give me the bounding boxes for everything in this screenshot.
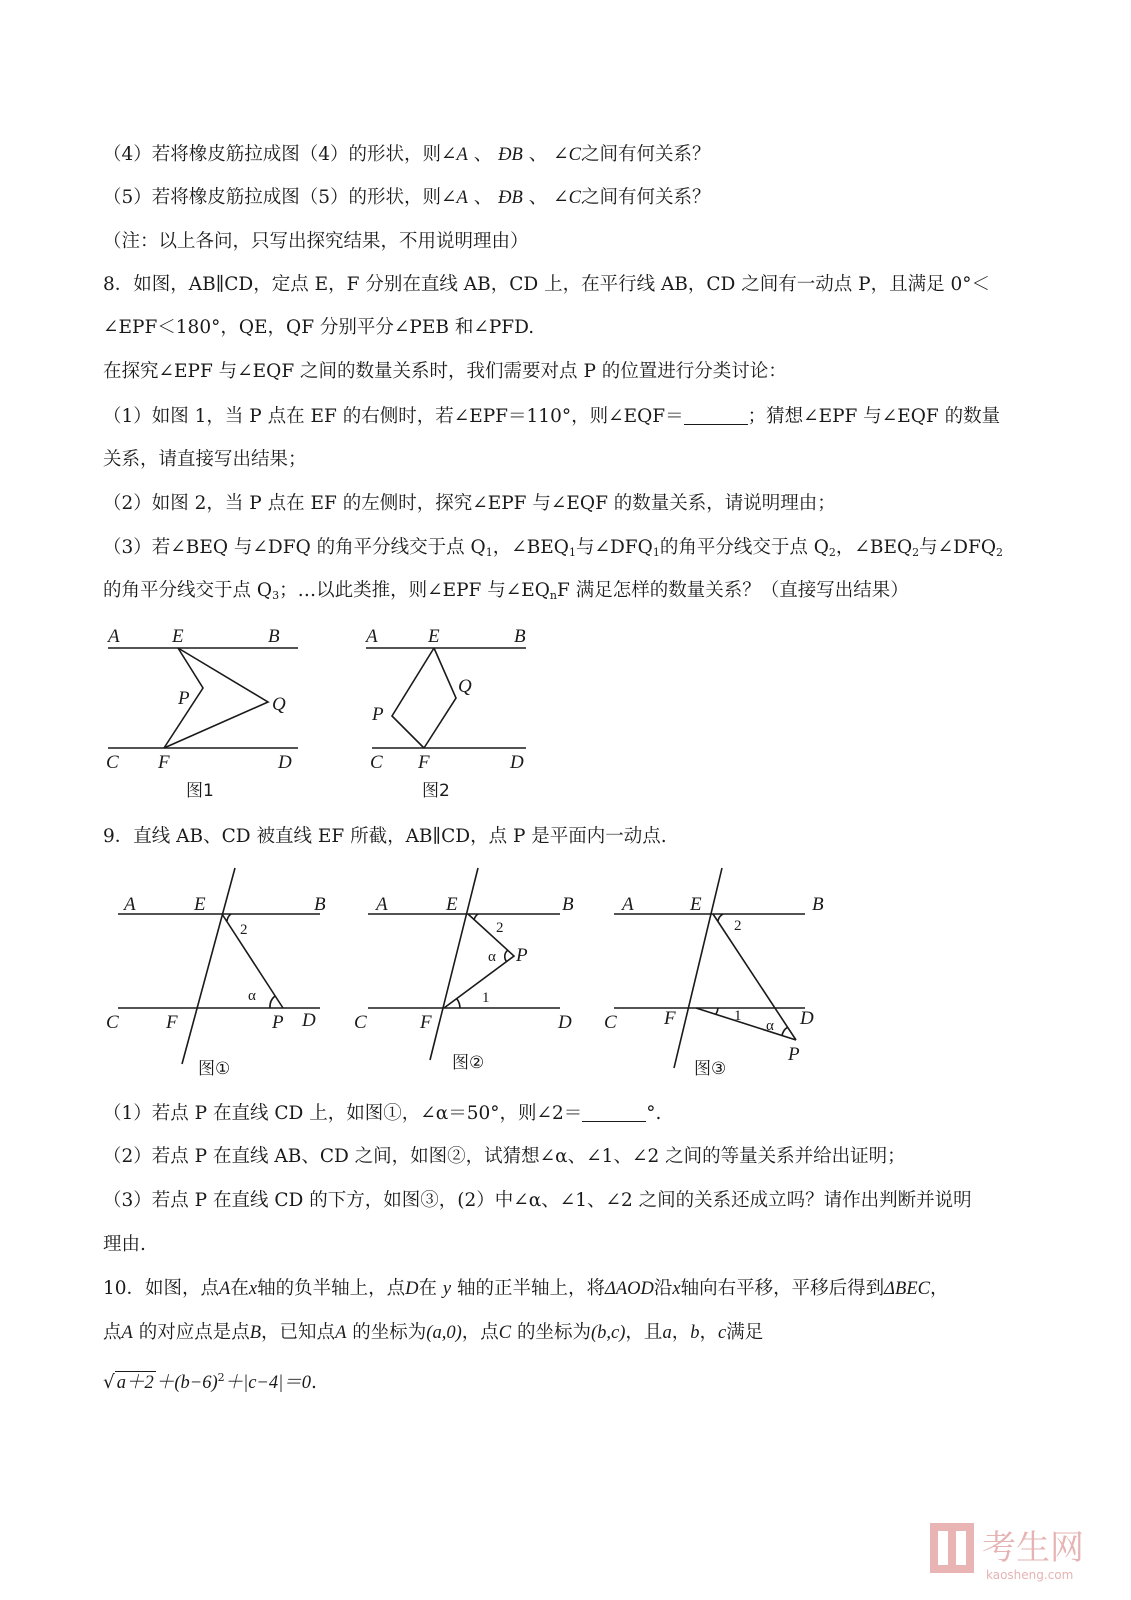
svg-text:B: B — [562, 894, 574, 915]
label-B: B — [514, 626, 526, 647]
svg-text:A: A — [124, 894, 136, 915]
q8-part2: （2）如图 2，当 P 点在 EF 的左侧时，探究∠EPF 与∠EQF 的数量关系，请说明理由； — [103, 493, 836, 514]
q7-part5: （5）若将橡皮筋拉成图（5）的形状，则∠A 、 ÐB 、 ∠C之间有何关系？ — [103, 187, 711, 208]
label-E: E — [172, 626, 184, 647]
label-Q: Q — [272, 694, 286, 715]
q9-figure-1 — [100, 868, 340, 1083]
q7-part4: （4）若将橡皮筋拉成图（4）的形状，则∠A 、 ÐB 、 ∠C之间有何关系？ — [103, 144, 711, 165]
q9-part3-cont: 理由. — [103, 1234, 146, 1255]
label-P: P — [178, 688, 190, 709]
label-F: F — [158, 752, 170, 773]
answer-blank — [582, 1103, 646, 1122]
logo-icon — [930, 1523, 974, 1573]
caption: 图1 — [186, 781, 214, 801]
label-D: D — [278, 752, 292, 773]
svg-text:1: 1 — [482, 990, 490, 1006]
label-P: P — [372, 704, 384, 725]
svg-text:D: D — [800, 1008, 814, 1029]
svg-text:F: F — [420, 1012, 432, 1033]
q10-line1: 10．如图，点A在x轴的负半轴上，点D在 y 轴的正半轴上，将ΔAOD沿x轴向右平移，平移后得到ΔBEC， — [103, 1278, 949, 1299]
svg-text:P: P — [788, 1044, 800, 1065]
q10-line2: 点A 的对应点是点B，已知点A 的坐标为(a,0)，点C 的坐标为(b,c)，且a，b，c满足 — [103, 1322, 764, 1343]
svg-text:α: α — [488, 949, 496, 965]
svg-text:考生网: 考生网 — [982, 1528, 1084, 1568]
q9-line1: 9．直线 AB、CD 被直线 EF 所截，AB∥CD，点 P 是平面内一动点. — [103, 826, 667, 847]
svg-text:C: C — [354, 1012, 367, 1033]
q8-figure-2 — [360, 620, 540, 810]
label-E: E — [428, 626, 440, 647]
svg-text:1: 1 — [734, 1008, 742, 1024]
svg-text:E: E — [194, 894, 206, 915]
q8-part1-cont: 关系，请直接写出结果； — [103, 449, 307, 470]
svg-text:E: E — [446, 894, 458, 915]
q9-part3: （3）若点 P 在直线 CD 的下方，如图③，(2）中∠α、∠1、∠2 之间的关系还成立吗？请作出判断并说明 — [103, 1190, 972, 1211]
answer-blank — [684, 406, 748, 425]
svg-text:D: D — [558, 1012, 572, 1033]
svg-text:A: A — [622, 894, 634, 915]
q9-figure-3 — [600, 868, 840, 1083]
svg-text:F: F — [664, 1008, 676, 1029]
label-Q: Q — [458, 676, 472, 697]
svg-text:A: A — [376, 894, 388, 915]
svg-text:C: C — [604, 1012, 617, 1033]
svg-text:P: P — [516, 945, 528, 966]
svg-text:2: 2 — [496, 920, 504, 936]
kaosheng-watermark — [930, 1515, 1120, 1585]
svg-text:图③: 图③ — [694, 1059, 727, 1079]
svg-text:图②: 图② — [452, 1053, 485, 1073]
q9-figure-2 — [350, 868, 590, 1083]
q8-figure-1 — [100, 620, 310, 810]
svg-text:图①: 图① — [198, 1059, 231, 1079]
label-C: C — [106, 752, 119, 773]
svg-text:P: P — [272, 1012, 284, 1033]
q8-line1: 8．如图，AB∥CD，定点 E，F 分别在直线 AB，CD 上，在平行线 AB，CD 之间有一动点 P，且满足 0°＜ — [103, 274, 991, 295]
svg-text:2: 2 — [734, 918, 742, 934]
svg-text:2: 2 — [240, 922, 248, 938]
svg-text:C: C — [106, 1012, 119, 1033]
label-A: A — [366, 626, 378, 647]
label-A: A — [108, 626, 120, 647]
q10-equation: √ $a+2 +(b-6)^2+|c-4|=0$. — [103, 1371, 317, 1393]
svg-text:α: α — [766, 1018, 774, 1034]
q9-part2: （2）若点 P 在直线 AB、CD 之间，如图②，试猜想∠α、∠1、∠2 之间的等量关系并给出证明； — [103, 1146, 906, 1167]
label-D: D — [510, 752, 524, 773]
svg-text:α: α — [248, 988, 256, 1004]
svg-text:kaosheng.com: kaosheng.com — [986, 1568, 1074, 1582]
q8-line2: ∠EPF＜180°，QE，QF 分别平分∠PEB 和∠PFD. — [103, 317, 535, 338]
q8-part1: （1）如图 1，当 P 点在 EF 的右侧时，若∠EPF＝110°，则∠EQF＝ ；猜想∠EPF 与∠EQF 的数量 — [103, 406, 1001, 427]
q7-note: （注：以上各问，只写出探究结果，不用说明理由） — [103, 231, 529, 252]
q8-part3-cont: 的角平分线交于点 $Q_3$；…以此类推，则∠EPF 与$\angle EQ_nF$ 满足怎样的数量关系？（直接写出结果） — [103, 580, 909, 602]
svg-text:F: F — [166, 1012, 178, 1033]
label-B: B — [268, 626, 280, 647]
svg-text:D: D — [302, 1010, 316, 1031]
svg-text:B: B — [812, 894, 824, 915]
q9-part1: （1）若点 P 在直线 CD 上，如图①，∠α＝50°，则∠2＝ °. — [103, 1103, 662, 1124]
svg-text:E: E — [690, 894, 702, 915]
caption: 图2 — [422, 781, 450, 801]
label-F: F — [418, 752, 430, 773]
svg-text:B: B — [314, 894, 326, 915]
label-C: C — [370, 752, 383, 773]
q8-line3: 在探究∠EPF 与∠EQF 之间的数量关系时，我们需要对点 P 的位置进行分类讨论： — [103, 361, 787, 382]
q8-part3: （3）若∠BEQ 与∠DFQ 的角平分线交于点 $Q_1$，$\angle BEQ_1$与$\angle DFQ_1$的角平分线交于点 $Q_2$，$\angle BEQ_2$与$\angle DFQ_2$ — [103, 537, 1003, 559]
